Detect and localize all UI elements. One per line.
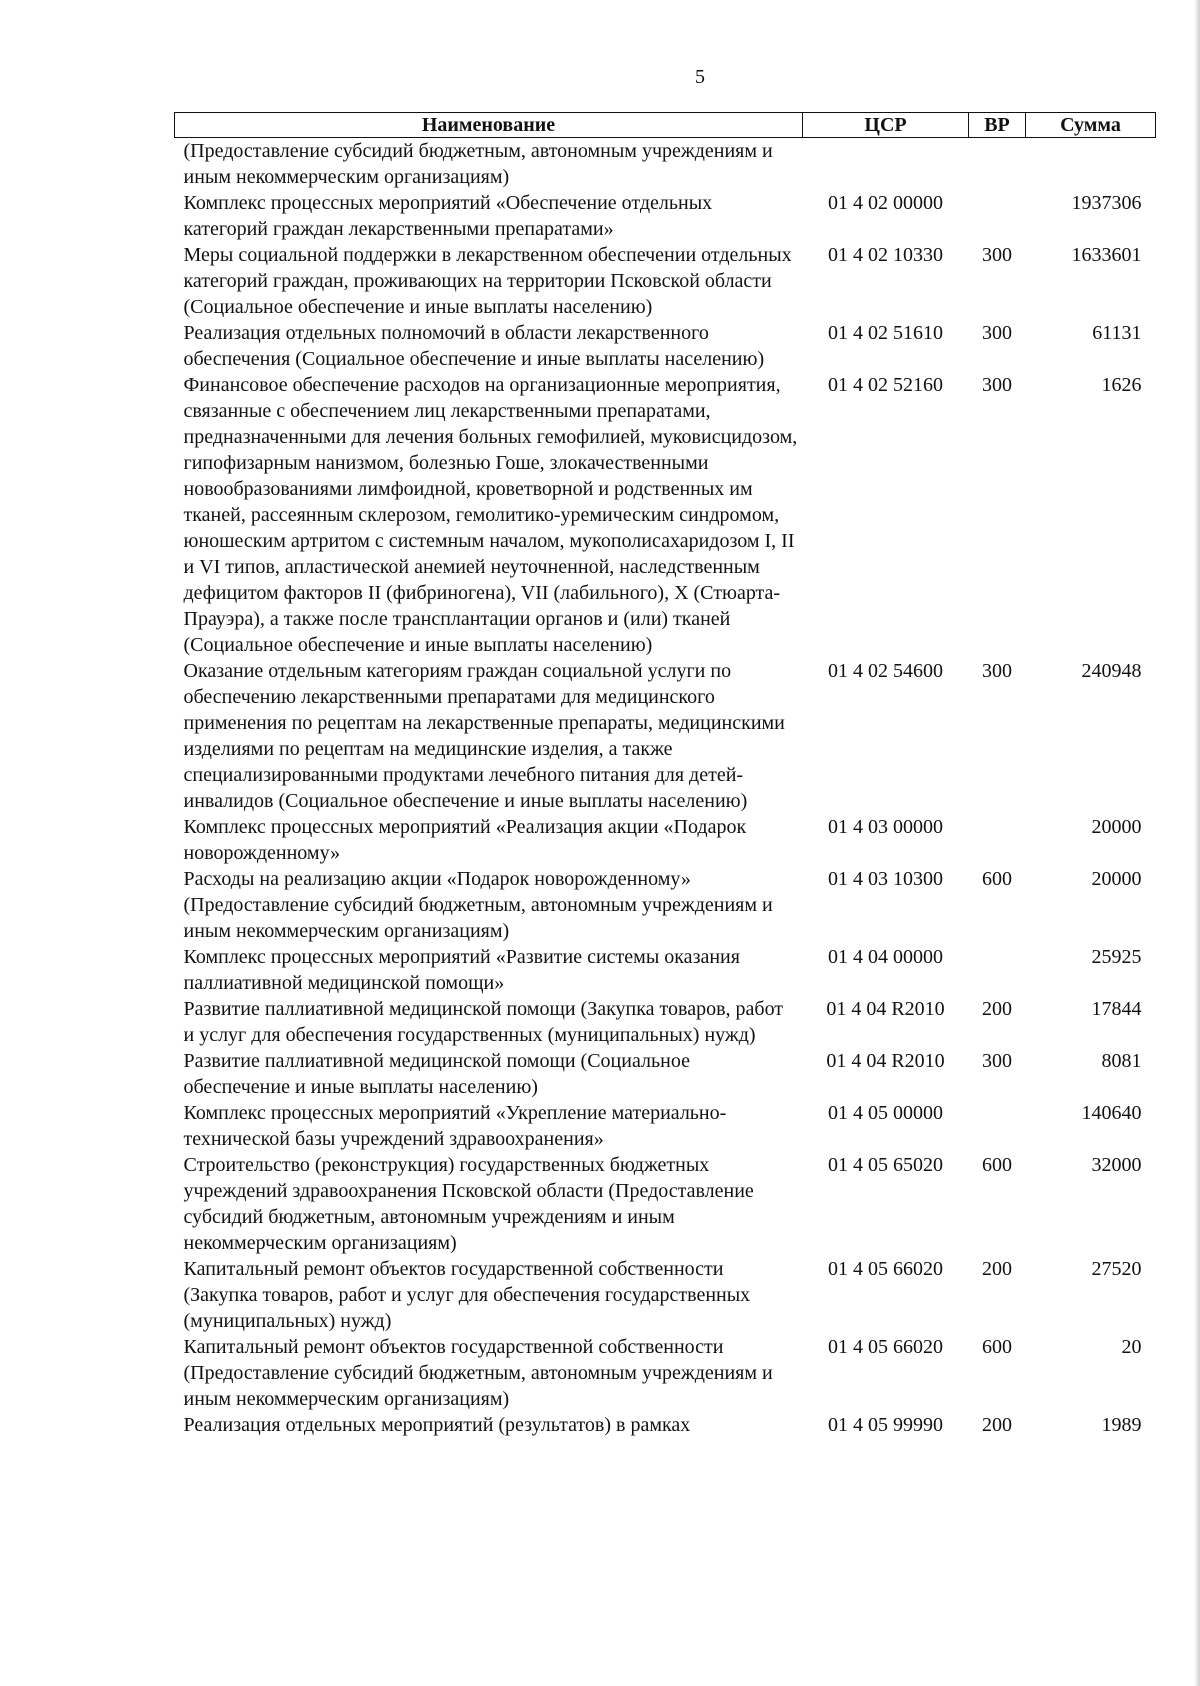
row-name: Оказание отдельным категориям граждан социальной услуги по обеспечению лекарственными препаратами для медицинского применения по рецептам на лекарственные препараты, медицинскими изделиями по рецептам на медицинские изделия, а также специализированными продуктами лечебного питания для детей-инвалидов (Социальное обеспечение и иные выплаты населению) xyxy=(183,660,785,812)
row-vr: 200 xyxy=(982,1258,1012,1280)
row-vr xyxy=(969,138,1026,191)
row-name: Финансовое обеспечение расходов на организационные мероприятия, связанные с обеспечением лиц лекарственными препаратами, предназначенными для лечения больных гемофилией, муковисцидозом, гипофизарным нанизмом, болезнью Гоше, злокачественными новообразованиями лимфоидной, кроветворной и родственных им тканей, рассеянным склерозом, гемолитико-уремическим синдромом, юношеским артритом с системным началом, мукополисахаридозом I, II и VI типов, апластической анемией неуточненной, наследственным дефицитом факторов II (фибриногена), VII (лабильного), X (Стюарта-Прауэра), а также после трансплантации органов и (или) тканей (Социальное обеспечение и иные выплаты населению) xyxy=(183,374,798,656)
table-row xyxy=(175,1048,1156,1100)
row-vr: 600 xyxy=(982,868,1012,890)
row-sum: 27520 xyxy=(1091,1258,1142,1280)
row-name: Комплекс процессных мероприятий «Реализация акции «Подарок новорожденному» xyxy=(183,816,747,864)
table-header xyxy=(175,113,1156,138)
row-name: Развитие паллиативной медицинской помощи (Социальное обеспечение и иные выплаты населению) xyxy=(183,1050,690,1098)
row-name: Комплекс процессных мероприятий «Укрепление материально-технической базы учреждений здравоохранения» xyxy=(183,1102,727,1150)
row-csr: 01 4 05 00000 xyxy=(828,1102,943,1124)
row-vr: 300 xyxy=(982,374,1012,396)
row-vr: 300 xyxy=(982,244,1012,266)
budget-table-container xyxy=(174,112,1155,1438)
row-name: Комплекс процессных мероприятий «Развитие системы оказания паллиативной медицинской помощи» xyxy=(183,946,740,994)
row-name: Комплекс процессных мероприятий «Обеспечение отдельных категорий граждан лекарственными препаратами» xyxy=(183,192,713,240)
row-sum: 25925 xyxy=(1091,946,1142,968)
header-name: Наименование xyxy=(175,113,803,138)
row-sum: 1989 xyxy=(1101,1414,1142,1436)
page-number: 5 xyxy=(695,66,705,88)
row-vr xyxy=(969,814,1026,866)
row-vr: 300 xyxy=(982,660,1012,682)
table-row xyxy=(175,1412,1156,1438)
row-vr: 200 xyxy=(982,998,1012,1020)
row-name: (Предоставление субсидий бюджетным, автономным учреждениям и иным некоммерческим организациям) xyxy=(183,140,773,188)
table-body xyxy=(175,138,1156,1439)
row-sum: 140640 xyxy=(1081,1102,1142,1124)
row-csr xyxy=(803,138,969,191)
row-csr: 01 4 03 00000 xyxy=(828,816,943,838)
row-sum: 20 xyxy=(1121,1336,1142,1358)
header-row xyxy=(175,113,1156,138)
row-sum: 20000 xyxy=(1091,868,1142,890)
row-sum: 32000 xyxy=(1091,1154,1142,1176)
row-sum: 1937306 xyxy=(1071,192,1142,214)
row-csr: 01 4 05 99990 xyxy=(828,1414,943,1436)
header-sum: Сумма xyxy=(1026,113,1156,138)
row-csr: 01 4 02 54600 xyxy=(828,660,943,682)
table-row xyxy=(175,138,1156,191)
row-name: Реализация отдельных мероприятий (результатов) в рамках xyxy=(183,1414,691,1436)
row-csr: 01 4 02 10330 xyxy=(828,244,943,266)
table-row xyxy=(175,866,1156,944)
row-name: Строительство (реконструкция) государственных бюджетных учреждений здравоохранения Псковской области (Предоставление субсидий бюджетным, автономным учреждениям и иным некоммерческим организациям) xyxy=(183,1154,754,1254)
row-name: Капитальный ремонт объектов государственной собственности (Закупка товаров, работ и услуг для обеспечения государственных (муниципальных) нужд) xyxy=(183,1258,751,1332)
row-csr: 01 4 04 R2010 xyxy=(826,1050,945,1072)
row-sum: 17844 xyxy=(1091,998,1142,1020)
row-sum: 61131 xyxy=(1092,322,1142,344)
row-sum: 8081 xyxy=(1101,1050,1142,1072)
row-csr: 01 4 05 65020 xyxy=(828,1154,943,1176)
row-csr: 01 4 02 52160 xyxy=(828,374,943,396)
table-row xyxy=(175,320,1156,372)
row-vr: 200 xyxy=(982,1414,1012,1436)
row-csr: 01 4 05 66020 xyxy=(828,1336,943,1358)
table-row xyxy=(175,190,1156,242)
table-row xyxy=(175,1100,1156,1152)
row-vr: 300 xyxy=(982,322,1012,344)
row-vr: 600 xyxy=(982,1154,1012,1176)
row-vr xyxy=(969,190,1026,242)
row-vr: 600 xyxy=(982,1336,1012,1358)
row-sum: 1626 xyxy=(1101,374,1142,396)
row-name: Реализация отдельных полномочий в области лекарственного обеспечения (Социальное обеспечение и иные выплаты населению) xyxy=(183,322,765,370)
row-csr: 01 4 04 00000 xyxy=(828,946,943,968)
row-csr: 01 4 05 66020 xyxy=(828,1258,943,1280)
row-csr: 01 4 04 R2010 xyxy=(826,998,945,1020)
row-csr: 01 4 03 10300 xyxy=(828,868,943,890)
budget-table xyxy=(174,112,1156,1438)
row-vr xyxy=(969,1100,1026,1152)
table-row xyxy=(175,242,1156,320)
table-row xyxy=(175,372,1156,658)
row-sum: 240948 xyxy=(1081,660,1142,682)
row-name: Меры социальной поддержки в лекарственном обеспечении отдельных категорий граждан, проживающих на территории Псковской области (Социальное обеспечение и иные выплаты населению) xyxy=(183,244,792,318)
header-csr: ЦСР xyxy=(803,113,969,138)
row-name: Расходы на реализацию акции «Подарок новорожденному» (Предоставление субсидий бюджетным, автономным учреждениям и иным некоммерческим организациям) xyxy=(183,868,773,942)
table-row xyxy=(175,1152,1156,1256)
row-sum: 20000 xyxy=(1091,816,1142,838)
header-vr: ВР xyxy=(969,113,1026,138)
table-row xyxy=(175,996,1156,1048)
table-row xyxy=(175,1334,1156,1412)
row-name: Капитальный ремонт объектов государственной собственности (Предоставление субсидий бюджетным, автономным учреждениям и иным некоммерческим организациям) xyxy=(183,1336,773,1410)
row-vr: 300 xyxy=(982,1050,1012,1072)
row-name: Развитие паллиативной медицинской помощи (Закупка товаров, работ и услуг для обеспечения государственных (муниципальных) нужд) xyxy=(183,998,784,1046)
row-sum: 1633601 xyxy=(1071,244,1142,266)
row-csr: 01 4 02 51610 xyxy=(828,322,943,344)
row-sum xyxy=(1026,138,1156,191)
row-csr: 01 4 02 00000 xyxy=(828,192,943,214)
table-row xyxy=(175,1256,1156,1334)
scan-edge xyxy=(1194,0,1200,1686)
row-vr xyxy=(969,944,1026,996)
table-row xyxy=(175,658,1156,814)
table-row xyxy=(175,814,1156,866)
table-row xyxy=(175,944,1156,996)
